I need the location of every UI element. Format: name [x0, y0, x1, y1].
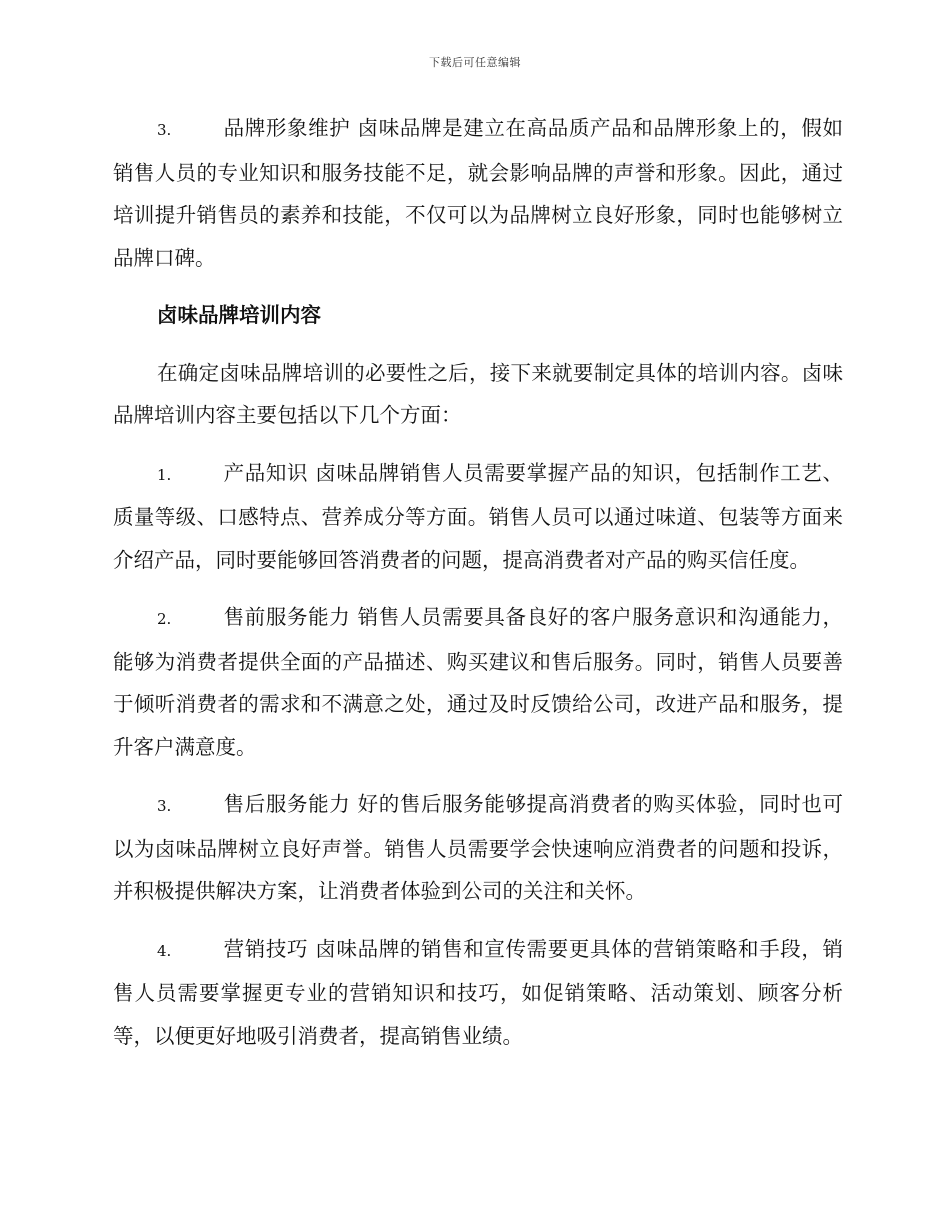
list-item-text: 品牌形象维护 卤味品牌是建立在高品质产品和品牌形象上的，假如销售人员的专业知识和服务技能不足，就会影响品牌的声誉和形象。因此，通过培训提升销售员的素养和技能，不仅可以为品牌树立良好形象，同时也能够树立品牌口碑。	[113, 116, 843, 270]
list-item-number: 3.	[157, 797, 172, 815]
list-item-text: 售前服务能力 销售人员需要具备良好的客户服务意识和沟通能力，能够为消费者提供全面的产品描述、购买建议和售后服务。同时，销售人员要善于倾听消费者的需求和不满意之处，通过及时反馈给公司，改进产品和服务，提升客户满意度。	[113, 605, 843, 759]
list-item-number: 4.	[157, 941, 172, 960]
header-note: 下载后可任意编辑	[429, 56, 521, 69]
list-item-number: 1.	[157, 465, 172, 484]
list-item-text: 营销技巧 卤味品牌的销售和宣传需要更具体的营销策略和手段，销售人员需要掌握更专业的营销知识和技巧，如促销策略、活动策划、顾客分析等，以便更好地吸引消费者，提高销售业绩。	[113, 936, 843, 1048]
list-item-aftersale-service	[113, 783, 843, 913]
list-item-presale-service	[113, 596, 843, 768]
list-item-marketing-skills	[113, 928, 843, 1058]
list-item-brand-image	[113, 107, 843, 279]
list-item-number: 2.	[157, 610, 172, 628]
list-item-text: 产品知识 卤味品牌销售人员需要掌握产品的知识，包括制作工艺、质量等级、口感特点、营养成分等方面。销售人员可以通过味道、包装等方面来介绍产品，同时要能够回答消费者的问题，提高消费者对产品的购买信任度。	[113, 460, 843, 572]
section-heading: 卤味品牌培训内容	[157, 303, 321, 327]
intro-paragraph: 在确定卤味品牌培训的必要性之后，接下来就要制定具体的培训内容。卤味品牌培训内容主要包括以下几个方面：	[113, 360, 843, 427]
list-item-text: 售后服务能力 好的售后服务能够提高消费者的购买体验，同时也可以为卤味品牌树立良好声誉。销售人员需要学会快速响应消费者的问题和投诉，并积极提供解决方案，让消费者体验到公司的关注和关怀。	[113, 792, 843, 903]
list-item-product-knowledge	[113, 452, 843, 582]
document-body	[113, 107, 843, 1072]
list-item-number: 3.	[157, 121, 172, 139]
